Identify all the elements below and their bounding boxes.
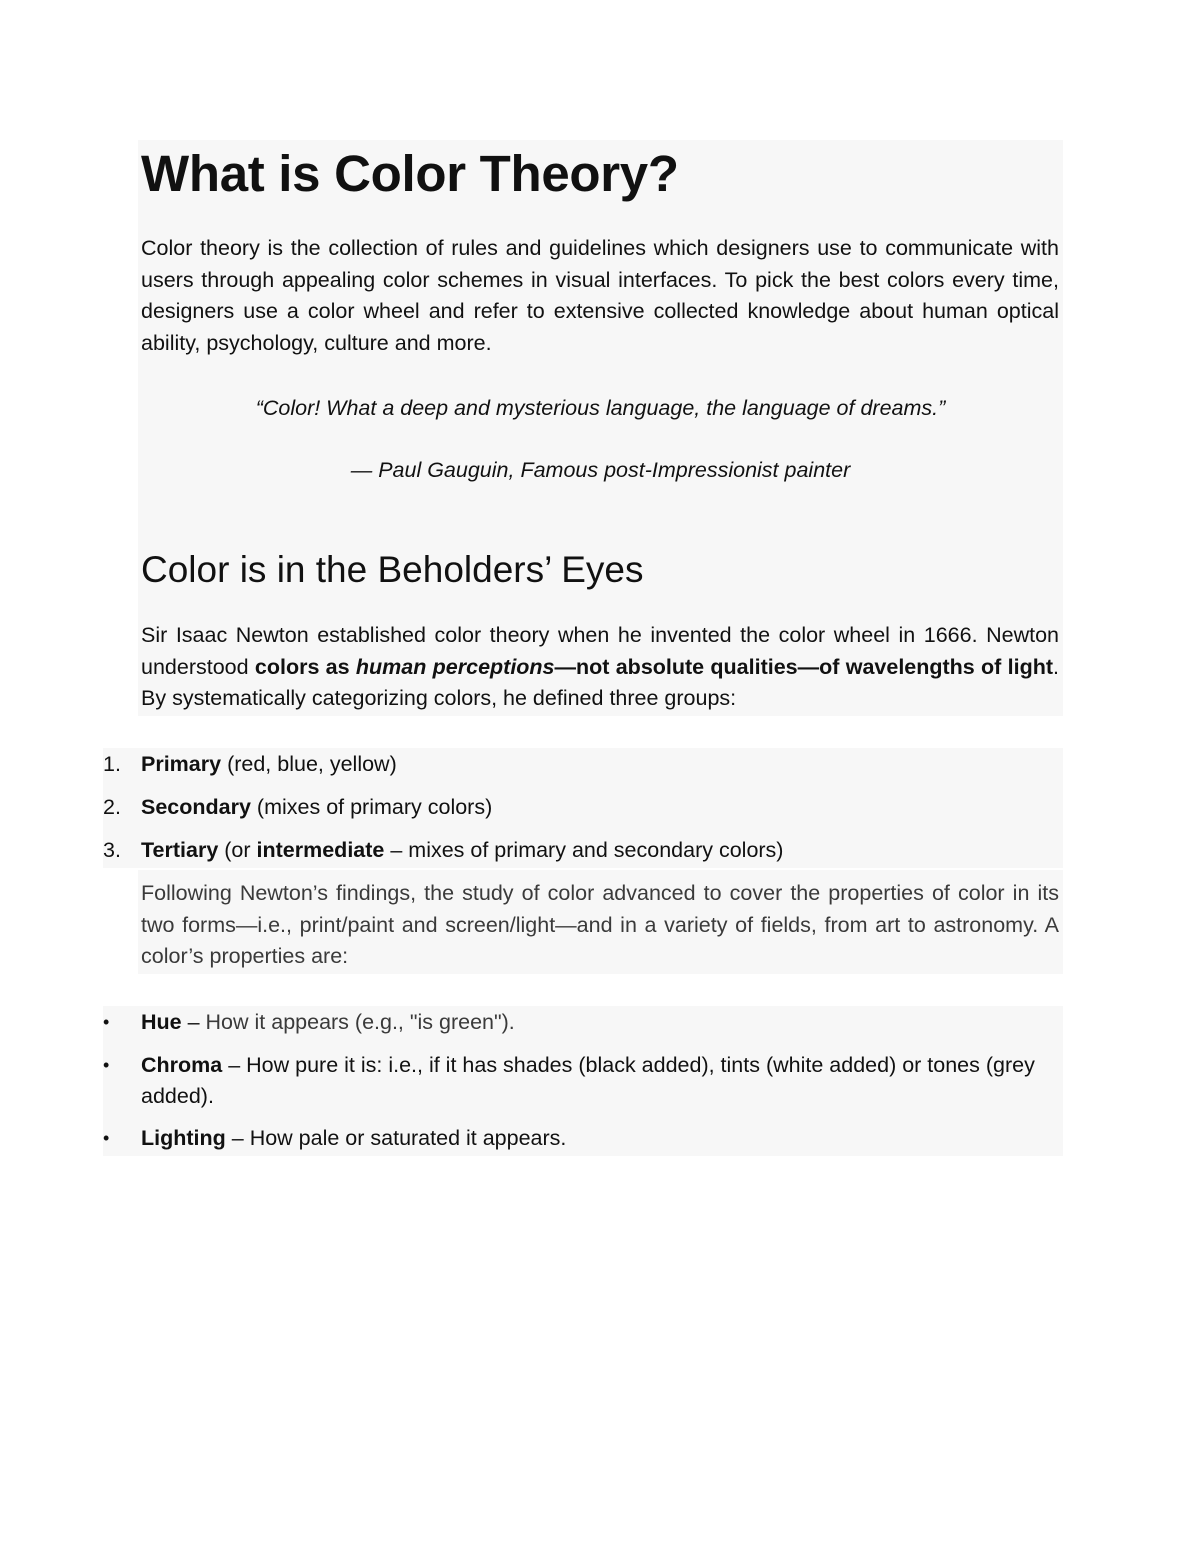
list-item-secondary xyxy=(103,792,1061,823)
chroma-body xyxy=(141,1050,1059,1112)
list-number: 3. xyxy=(103,838,121,862)
following-paragraph: Following Newton’s findings, the study of color advanced to cover the properties of color in its two forms—i.e., print/paint and screen/light—and in a variety of fields, from art to astronomy. A color’s properties are: xyxy=(141,881,1059,968)
desc-tertiary-pre: (or xyxy=(218,838,257,862)
desc-tertiary: – mixes of primary and secondary colors) xyxy=(384,838,784,862)
list-item-primary xyxy=(103,749,1061,780)
dash: – xyxy=(181,1010,206,1034)
desc-lighting: How pale or saturated it appears. xyxy=(249,1126,567,1150)
section-heading: Color is in the Beholders’ Eyes xyxy=(141,549,644,590)
dash: – xyxy=(222,1053,247,1077)
newton-tail: . By systematically categorizing colors, he defined three groups: xyxy=(141,654,1059,710)
bullet-icon: • xyxy=(103,1055,110,1075)
list-item-hue xyxy=(103,1007,1061,1038)
quote-text: “Color! What a deep and mysterious language, the language of dreams.” xyxy=(255,396,946,420)
newton-lead: Sir Isaac Newton established color theory when he invented the color wheel in 1666. Newton understood xyxy=(141,623,1059,679)
quote-attribution: — Paul Gauguin, Famous post-Impressionist painter xyxy=(350,458,851,482)
term-primary: Primary xyxy=(141,752,222,776)
list-number: 1. xyxy=(103,752,121,776)
desc-chroma: How pure it is: i.e., if it has shades (black added), tints (white added) or tones (grey added). xyxy=(141,1053,1035,1108)
term-intermediate: intermediate xyxy=(256,838,385,862)
desc-primary: (red, blue, yellow) xyxy=(221,752,397,776)
list-number: 2. xyxy=(103,795,121,819)
list-item-chroma xyxy=(103,1050,1061,1112)
bullet-icon: • xyxy=(103,1012,110,1032)
desc-hue: How it appears (e.g., "is green"). xyxy=(205,1010,515,1034)
dash: – xyxy=(225,1126,250,1150)
newton-bold-1: colors as xyxy=(254,654,356,679)
bullet-icon: • xyxy=(103,1128,110,1148)
newton-paragraph xyxy=(141,620,1059,715)
term-lighting: Lighting xyxy=(141,1126,226,1150)
term-tertiary: Tertiary xyxy=(141,838,219,862)
term-hue: Hue xyxy=(141,1010,182,1034)
page-title: What is Color Theory? xyxy=(141,145,679,202)
desc-secondary: (mixes of primary colors) xyxy=(250,795,493,819)
term-secondary: Secondary xyxy=(141,795,251,819)
intro-paragraph: Color theory is the collection of rules and guidelines which designers use to communicate with users through appealing color schemes in visual interfaces. To pick the best colors every time, designers use a color wheel and refer to extensive collected knowledge about human optical ability, psychology, culture and more. xyxy=(141,236,1059,355)
newton-bold-2: —not absolute qualities—of wavelengths of light xyxy=(554,654,1054,679)
list-item-tertiary xyxy=(103,835,1061,866)
term-chroma: Chroma xyxy=(141,1053,223,1077)
list-item-lighting xyxy=(103,1123,1061,1154)
newton-bold-italic: human perceptions xyxy=(355,654,555,679)
